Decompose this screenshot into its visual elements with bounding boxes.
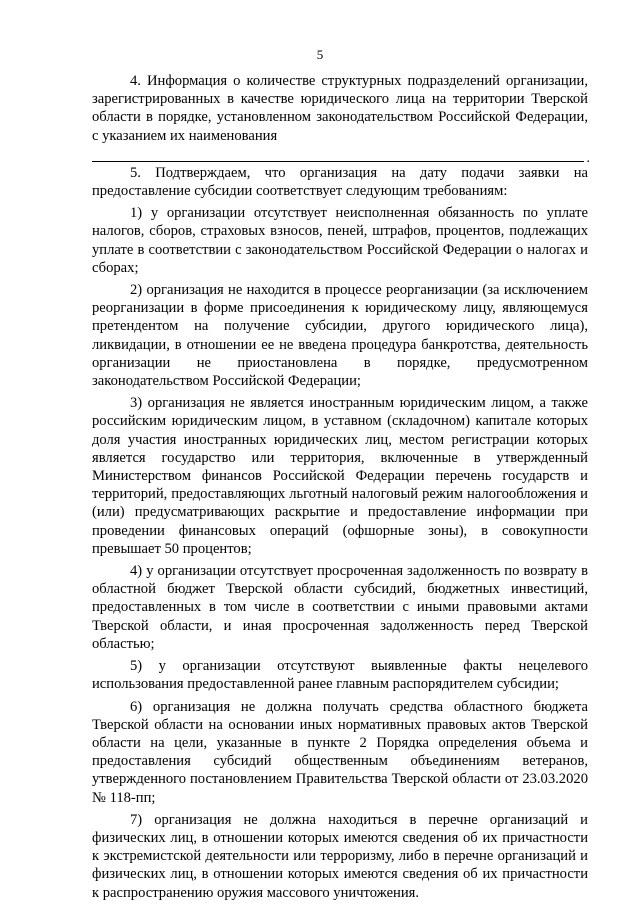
paragraph-5: 5. Подтверждаем, что организация на дату подачи заявки на предоставление субсидии соответствует следующим требованиям:: [92, 164, 588, 200]
requirement-2: 2) организация не находится в процессе реорганизации (за исключением реорганизации в форме присоединения к юридическому лицу, являющемуся претендентом на получение субсидии, другого юридического лица), ликвидации, в отношении ее не введена процедура банкротства, деятельность организации не приостановлена в порядке, предусмотренном законодательством Российской Федерации;: [92, 282, 588, 390]
page-number: 5: [316, 47, 324, 62]
fill-in-line: [92, 150, 590, 166]
requirement-5: 5) у организации отсутствуют выявленные факты нецелевого использования предоставленной ранее главным распорядителем субсидии;: [92, 658, 588, 693]
requirement-4: 4) у организации отсутствует просроченная задолженность по возврату в областной бюджет Тверской области субсидий, бюджетных инвестиций, предоставленных в том числе в соответствии с иными правовыми актами Тверской области, и иная просроченная задолженность перед Тверской областью;: [92, 563, 588, 652]
requirement-3: 3) организация не является иностранным юридическим лицом, а также российским юридическим лицом, в уставном (складочном) капитале которых доля участия иностранных юридических лиц, местом регистрации которых является государство или территория, включенные в утвержденный Министерством финансов Российской Федерации перечень государств и территорий, предоставляющих льготный налоговый режим налогообложения и (или) предусматривающих раскрытие и предоставление информации при проведении финансовых операций (офшорные зоны), в совокупности превышает 50 процентов;: [92, 395, 588, 557]
fill-line-end: .: [586, 150, 590, 166]
requirement-6: 6) организация не должна получать средства областного бюджета Тверской области на основании иных нормативных правовых актов Тверской области на цели, указанные в пункте 2 Порядка определения объема и предоставления субсидий общественным объединениям ветеранов, утвержденного постановлением Правительства Тверской области от 23.03.2020 № 118-пп;: [92, 698, 588, 806]
requirement-7: 7) организация не должна находиться в перечне организаций и физических лиц, в отношении которых имеются сведения об их причастности к экстремистской деятельности или терроризму, либо в перечне организаций и физических лиц, в отношении которых имеются сведения об их причастности к распространению оружия массового уничтожения.: [92, 811, 588, 901]
document-body: [92, 72, 588, 902]
paragraph-4: 4. Информация о количестве структурных подразделений организации, зарегистрированных в качестве юридического лица на территории Тверской области в порядке, установленном законодательством Российской Федерации, с указанием их наименования: [92, 73, 588, 144]
requirement-1: 1) у организации отсутствует неисполненная обязанность по уплате налогов, сборов, страховых взносов, пеней, штрафов, процентов, подлежащих уплате в соответствии с законодательством Российской Федерации о налогах и сборах;: [92, 205, 588, 276]
